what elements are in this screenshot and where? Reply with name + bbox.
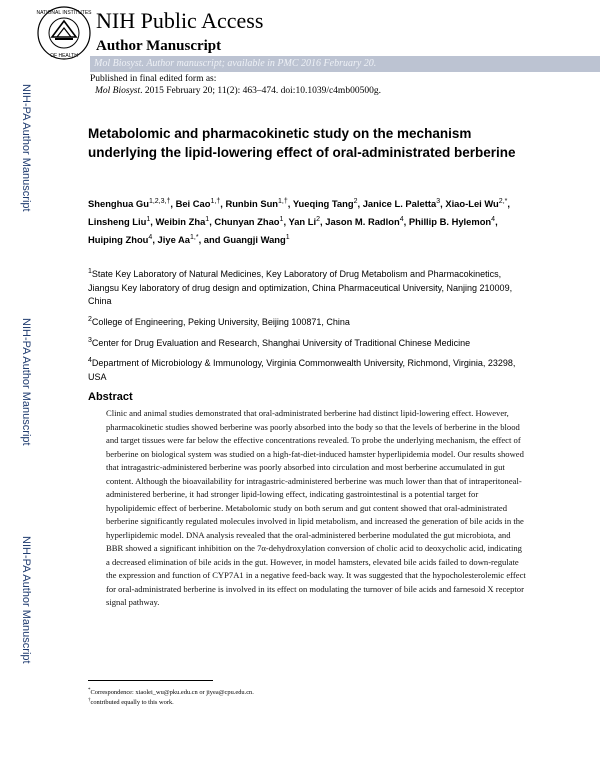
author-list: Shenghua $Gu^{1,2,3,\dagger}$, Bei Cao$^{1,\dagger}$, Runbin Sun$^{1,\dagger}$, Yueqing Tang$^2$, Janice L. Paletta$^3$, Xiao-Lei $Wu^{2,*}$, Linsheng Liu$^1$, Weibin Zha$^1$, Chunyan Zhao$^1$, Yan Li$^2$, Jason M. Radlon$^4$, Phillip B. Hylemon$^4$, Huiping Zhou$^4$, Jiye $Aa^{1,*}$, and Guangji Wang$^1$ xyxy=(88,198,510,246)
author-name: Runbin Sun xyxy=(225,198,279,210)
nih-public-access-title: NIH Public Access xyxy=(96,8,264,33)
seal-text-top: NATIONAL INSTITUTES xyxy=(36,10,92,16)
author-name: Guangji Wang xyxy=(223,234,286,246)
author-manuscript-subtitle: Author Manuscript xyxy=(96,38,222,54)
author-name: Bei Cao xyxy=(175,198,211,210)
author-affiliation-marker: 1,* xyxy=(190,234,199,242)
banner-text: Mol Biosyst. Author manuscript; available in PMC 2016 February 20. xyxy=(94,58,377,69)
author-name: Yan Li xyxy=(288,216,317,228)
affiliation-marker: 1 xyxy=(88,268,92,275)
footnote-text: Correspondence: xiaolei_wu@pku.edu.cn or jiyea@cpu.edu.cn. xyxy=(90,689,254,697)
published-note: Published in final edited form as: xyxy=(90,74,217,84)
author-affiliation-marker: 1 xyxy=(285,234,290,242)
affiliation-marker: 2 xyxy=(88,316,92,323)
author-affiliation-marker: 4 xyxy=(148,234,153,242)
author-name: Linsheng Liu xyxy=(88,216,147,228)
author-name: Huiping Zhou xyxy=(88,234,149,246)
citation-details: . 2015 February 20; 11(2): 463–474. doi:10.1039/c4mb00500g. xyxy=(140,86,381,96)
article-title: Metabolomic and pharmacokinetic study on the mechanism underlying the lipid-lowering effect of oral-administrated berberine xyxy=(88,126,516,160)
seal-text-bottom: OF HEALTH xyxy=(50,53,78,59)
author-name: Janice L. Paletta xyxy=(362,198,437,210)
affiliation-text: College of Engineering, Peking University, Beijing 100871, China xyxy=(91,317,350,327)
author-affiliation-marker: 4 xyxy=(491,216,496,224)
footnote-divider xyxy=(88,680,213,681)
footnote-equal-contribution xyxy=(88,696,174,707)
author-name: Weibin Zha xyxy=(155,216,206,228)
footnote-text: contributed equally to this work. xyxy=(90,699,174,707)
author-name: Phillip B. Hylemon xyxy=(408,216,492,228)
author-affiliation-marker: 1 xyxy=(279,216,284,224)
citation-line xyxy=(95,86,381,96)
affiliation-3 xyxy=(88,334,528,351)
affiliation-text: Center for Drug Evaluation and Research, Shanghai University of Traditional Chinese Medicine xyxy=(91,338,471,348)
author-affiliation-marker: 2,* xyxy=(498,198,508,205)
footnote-marker: * xyxy=(88,688,91,693)
author-affiliation-marker: 4 xyxy=(399,216,404,224)
author-name: Shenghua Gu xyxy=(88,198,149,210)
author-affiliation-marker: 1 xyxy=(205,216,210,224)
affiliation-marker: 4 xyxy=(88,357,92,364)
author-name: Jiye Aa xyxy=(157,234,191,246)
side-label-bottom: NIH-PA Author Manuscript xyxy=(20,536,32,664)
author-affiliation-marker: 1,† xyxy=(210,198,221,205)
journal-name: Mol Biosyst xyxy=(95,86,141,96)
affiliation-marker: 3 xyxy=(88,337,92,344)
affiliation-text: Department of Microbiology & Immunology, Virginia Commonwealth University, Richmond, Virginia, 23298, USA xyxy=(88,358,516,382)
affiliation-4 xyxy=(88,354,528,384)
nih-seal-logo xyxy=(36,5,92,61)
affiliation-text: State Key Laboratory of Natural Medicines, Key Laboratory of Drug Metabolism and Pharmacokinetics, Jiangsu Key laboratory of drug design and optimization, China Pharmaceutical University, Nanjing 210009, China xyxy=(88,269,513,306)
abstract-heading: Abstract xyxy=(88,391,133,403)
abstract-body: Clinic and animal studies demonstrated that oral-administrated berberine had distinct lipid-lowering effect. However, pharmacokinetic studies showed berberine was poorly absorbed into the body so that the levels of berberine in the blood and target tissues were far below the effective concentrations revealed. To probe the underlying mechanism, the effect of berberine on biological system was studied on a high-fat-diet-induced hamster hyperlipidemia model. Our results showed that intragastric-administered berberine was poorly absorbed into circulation and most berberine accumulated in gut content. Although the bioavailability for intragastric-administered berberine was much lower than that of intraperitoneal-administered berberine, it had stronger lipid-lowing effect, indicating gastrointestinal is a potential target for hypolipidemic effect of berberine. Metabolomic study on both serum and gut content showed that oral-administrated berberine significantly regulated molecules involved in lipid metabolism, and increased the generation of bile acids in the hyperlipidemic model. DNA analysis revealed that the oral-administered berberine modulated the gut microbiota, and BBR showed a significant inhibition on the 7α-dehydroxylation conversion of cholic acid to deoxycholic acid, indicating a decreased elimination of bile acids in the gut. However, in model hamsters, elevated bile acids failed to down-regulate the expression and function of CYP7A1 in a negative feed-back way. It was suggested that the hypocholesterolemic effect for oral-administrated berberine is involved in its effect on modulating the turnover of bile acids and farnesoid X receptor signal pathway. xyxy=(106,408,526,607)
author-name: Yueqing Tang xyxy=(292,198,354,210)
author-affiliation-marker: 2 xyxy=(353,198,358,205)
author-name: Chunyan Zhao xyxy=(214,216,280,228)
author-affiliation-marker: 3 xyxy=(436,198,441,205)
header-banner xyxy=(90,56,600,72)
author-affiliation-marker: 2 xyxy=(316,216,321,224)
author-name: Xiao-Lei Wu xyxy=(445,198,499,210)
affiliation-1 xyxy=(88,265,528,309)
footnote-marker: † xyxy=(88,698,91,703)
side-label-top: NIH-PA Author Manuscript xyxy=(20,84,32,212)
side-label-middle: NIH-PA Author Manuscript xyxy=(20,318,32,446)
author-name: Jason M. Radlon xyxy=(325,216,400,228)
author-affiliation-marker: 1,2,3,† xyxy=(148,198,171,205)
author-affiliation-marker: 1 xyxy=(146,216,151,224)
author-affiliation-marker: 1,† xyxy=(278,198,288,205)
affiliation-2 xyxy=(88,313,528,330)
nih-seal-icon xyxy=(36,5,92,61)
